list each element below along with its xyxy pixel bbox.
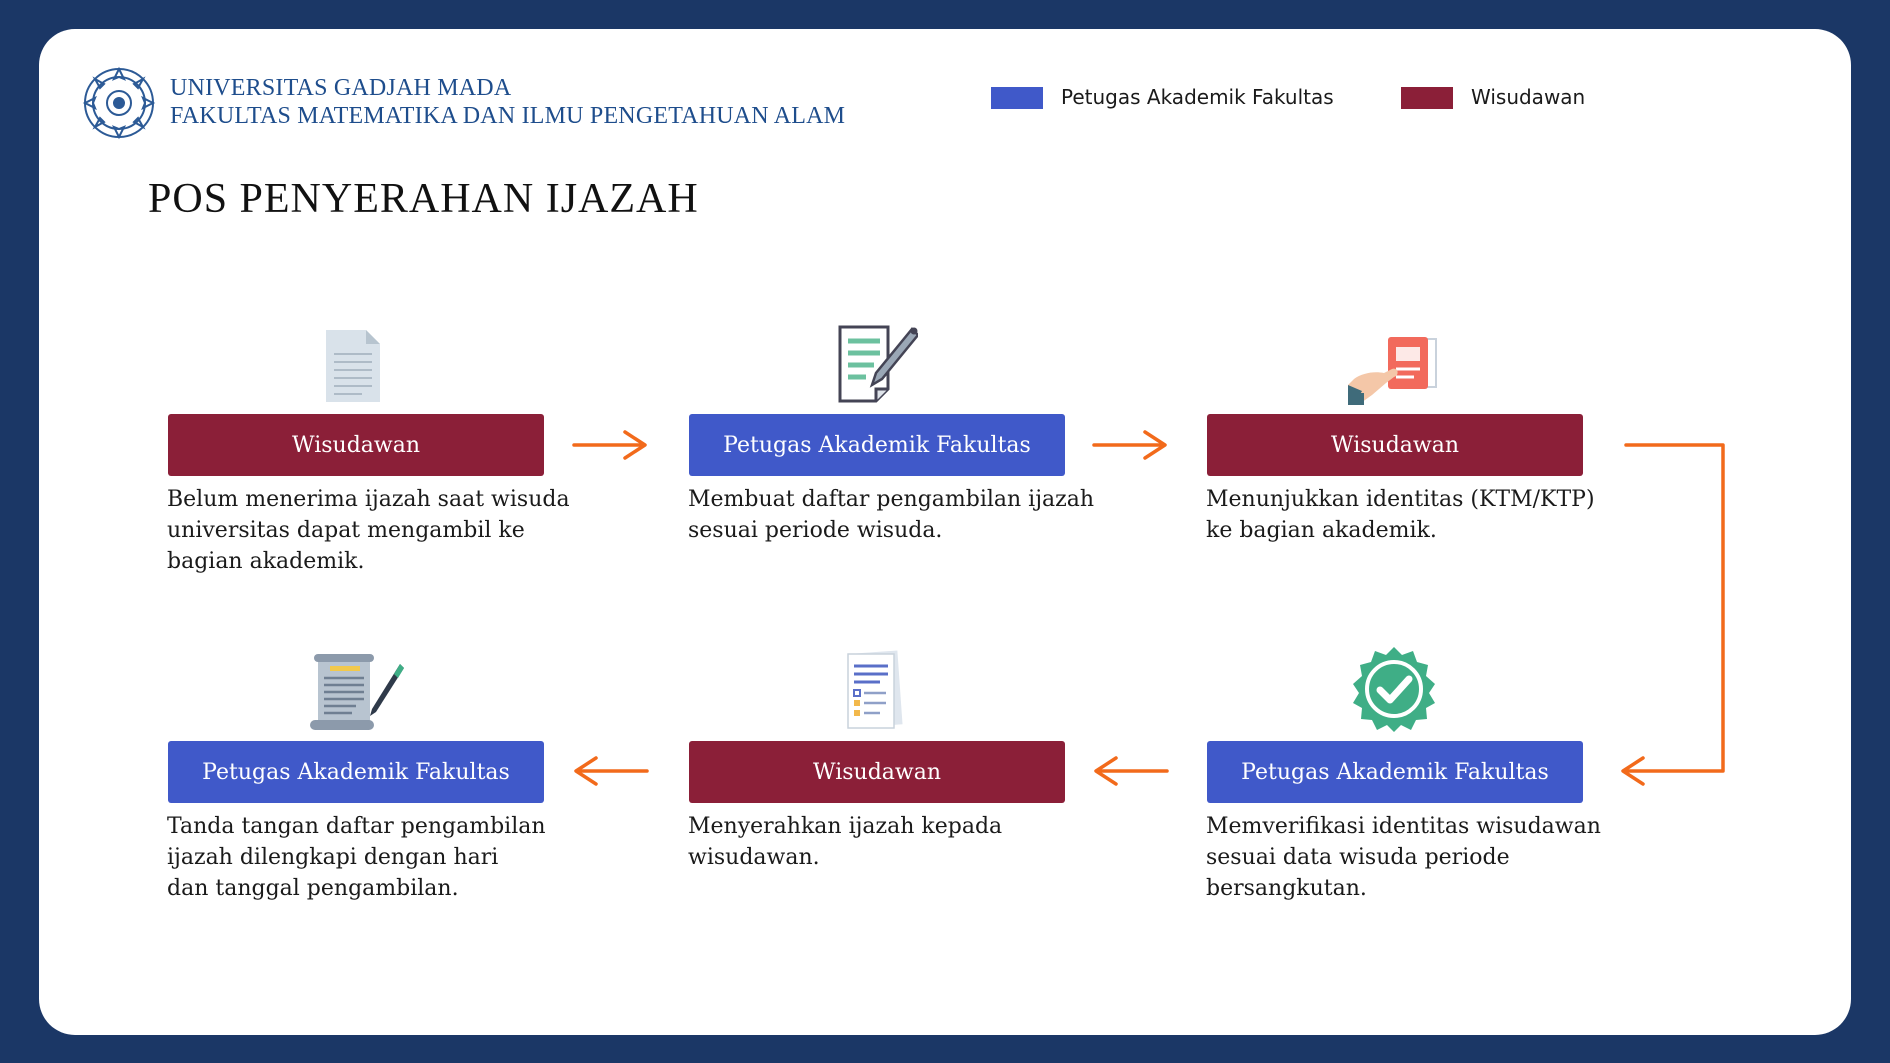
step-2-role-box: Petugas Akademik Fakultas [689, 414, 1065, 476]
step-4-role-box: Petugas Akademik Fakultas [1207, 741, 1583, 803]
legend-label-graduate: Wisudawan [1471, 85, 1586, 109]
legend-swatch-graduate [1401, 87, 1453, 109]
hand-id-card-icon [1348, 333, 1448, 405]
faculty-name: FAKULTAS MATEMATIKA DAN ILMU PENGETAHUAN ALAM [170, 103, 846, 129]
university-name: UNIVERSITAS GADJAH MADA [170, 75, 512, 101]
step-5-description: Menyerahkan ijazah kepada wisudawan. [688, 814, 1003, 870]
legend-swatch-staff [991, 87, 1043, 109]
step-5-role-box: Wisudawan [689, 741, 1065, 803]
step-3-role-box: Wisudawan [1207, 414, 1583, 476]
ugm-logo-icon [82, 66, 156, 140]
step-6-description: Tanda tangan daftar pengambilan ijazah dilengkapi dengan hari dan tanggal pengambilan. [167, 814, 546, 901]
legend-label-staff: Petugas Akademik Fakultas [1061, 85, 1334, 109]
document-icon [322, 328, 384, 404]
step-6-role-box: Petugas Akademik Fakultas [168, 741, 544, 803]
institution-header [170, 74, 845, 130]
scroll-signature-icon [308, 654, 404, 732]
verified-badge-icon [1351, 646, 1437, 732]
form-document-icon [844, 648, 904, 730]
step-1-role-box: Wisudawan [168, 414, 544, 476]
step-1-description: Belum menerima ijazah saat wisuda universitas dapat mengambil ke bagian akademik. [167, 487, 570, 574]
step-4-description: Memverifikasi identitas wisudawan sesuai data wisuda periode bersangkutan. [1206, 814, 1601, 901]
checklist-pen-icon [836, 323, 918, 405]
step-3-description: Menunjukkan identitas (KTM/KTP) ke bagian akademik. [1206, 487, 1595, 543]
step-2-description: Membuat daftar pengambilan ijazah sesuai periode wisuda. [688, 487, 1095, 543]
page-title: POS PENYERAHAN IJAZAH [148, 176, 699, 222]
